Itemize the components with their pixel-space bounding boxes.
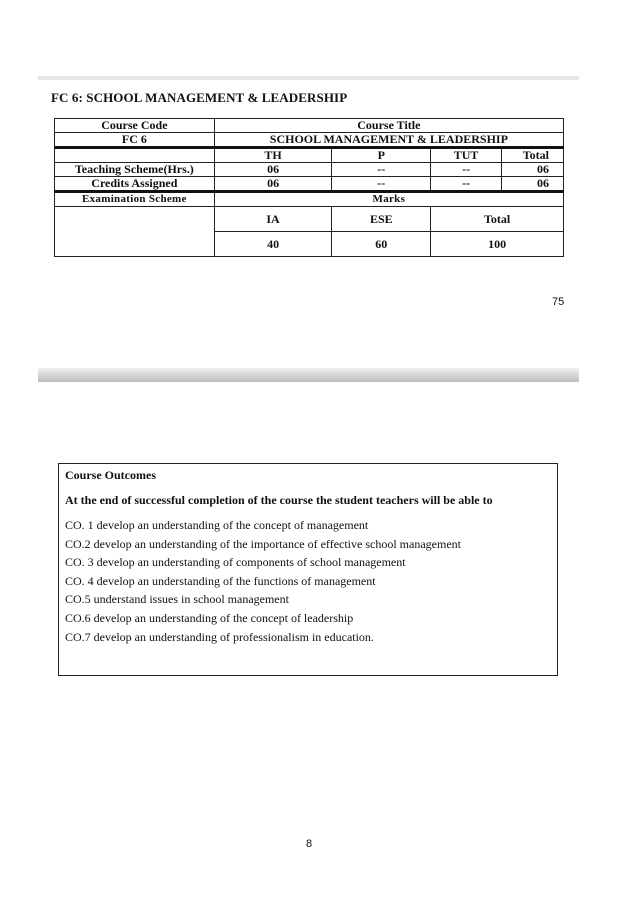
list-item: CO. 1 develop an understanding of the concept of management [65, 518, 369, 532]
course-code-label: Course Code [55, 119, 215, 133]
table-row [55, 192, 564, 207]
empty-cell [55, 207, 215, 232]
list-item: CO.2 develop an understanding of the importance of effective school management [65, 536, 461, 551]
table-row [55, 177, 564, 192]
col-header-total: Total [502, 148, 564, 163]
outcomes-title: Course Outcomes [65, 468, 156, 482]
outcomes-list [65, 516, 551, 646]
marks-ia-value: 40 [214, 232, 332, 257]
table-row [55, 232, 564, 257]
teaching-p: -- [332, 163, 431, 177]
list-item: CO. 3 develop an understanding of components of school management [65, 555, 406, 570]
empty-cell [55, 148, 215, 163]
col-header-th: TH [214, 148, 332, 163]
empty-cell [55, 232, 215, 257]
list-item: CO.5 understand issues in school management [65, 592, 289, 607]
table-row [55, 133, 564, 148]
course-scheme-table [54, 118, 564, 257]
credits-tut: -- [431, 177, 502, 192]
course-outcomes-box [58, 463, 558, 676]
page-separator-bar [38, 368, 579, 382]
marks-col-ia: IA [214, 207, 332, 232]
marks-col-total: Total [431, 207, 564, 232]
list-item: CO.6 develop an understanding of the concept of leadership [65, 610, 354, 625]
course-title-label: Course Title [214, 119, 563, 133]
teaching-scheme-label: Teaching Scheme(Hrs.) [55, 163, 215, 177]
table-row [55, 148, 564, 163]
top-divider-bar [38, 76, 579, 80]
teaching-th: 06 [214, 163, 332, 177]
credits-p: -- [332, 177, 431, 192]
marks-col-ese: ESE [332, 207, 431, 232]
col-header-tut: TUT [431, 148, 502, 163]
page-heading: FC 6: SCHOOL MANAGEMENT & LEADERSHIP [51, 90, 348, 105]
credits-total: 06 [502, 177, 564, 192]
table-row [55, 163, 564, 177]
examination-scheme-label: Examination Scheme [55, 192, 215, 207]
teaching-tut: -- [431, 163, 502, 177]
credits-assigned-label: Credits Assigned [55, 177, 215, 192]
table-row [55, 119, 564, 133]
course-code-value: FC 6 [55, 133, 215, 148]
course-title-value: SCHOOL MANAGEMENT & LEADERSHIP [214, 133, 563, 148]
marks-label: Marks [214, 192, 563, 207]
credits-th: 06 [214, 177, 332, 192]
outcomes-intro: At the end of successful completion of the course the student teachers will be able to [65, 493, 493, 507]
list-item: CO.7 develop an understanding of professionalism in education. [65, 629, 374, 644]
col-header-p: P [332, 148, 431, 163]
table-row [55, 207, 564, 232]
marks-total-value: 100 [431, 232, 564, 257]
page-number-top: 75 [552, 296, 565, 308]
marks-ese-value: 60 [332, 232, 431, 257]
footer-page-number: 8 [306, 838, 313, 850]
list-item: CO. 4 develop an understanding of the functions of management [65, 573, 376, 588]
teaching-total: 06 [502, 163, 564, 177]
